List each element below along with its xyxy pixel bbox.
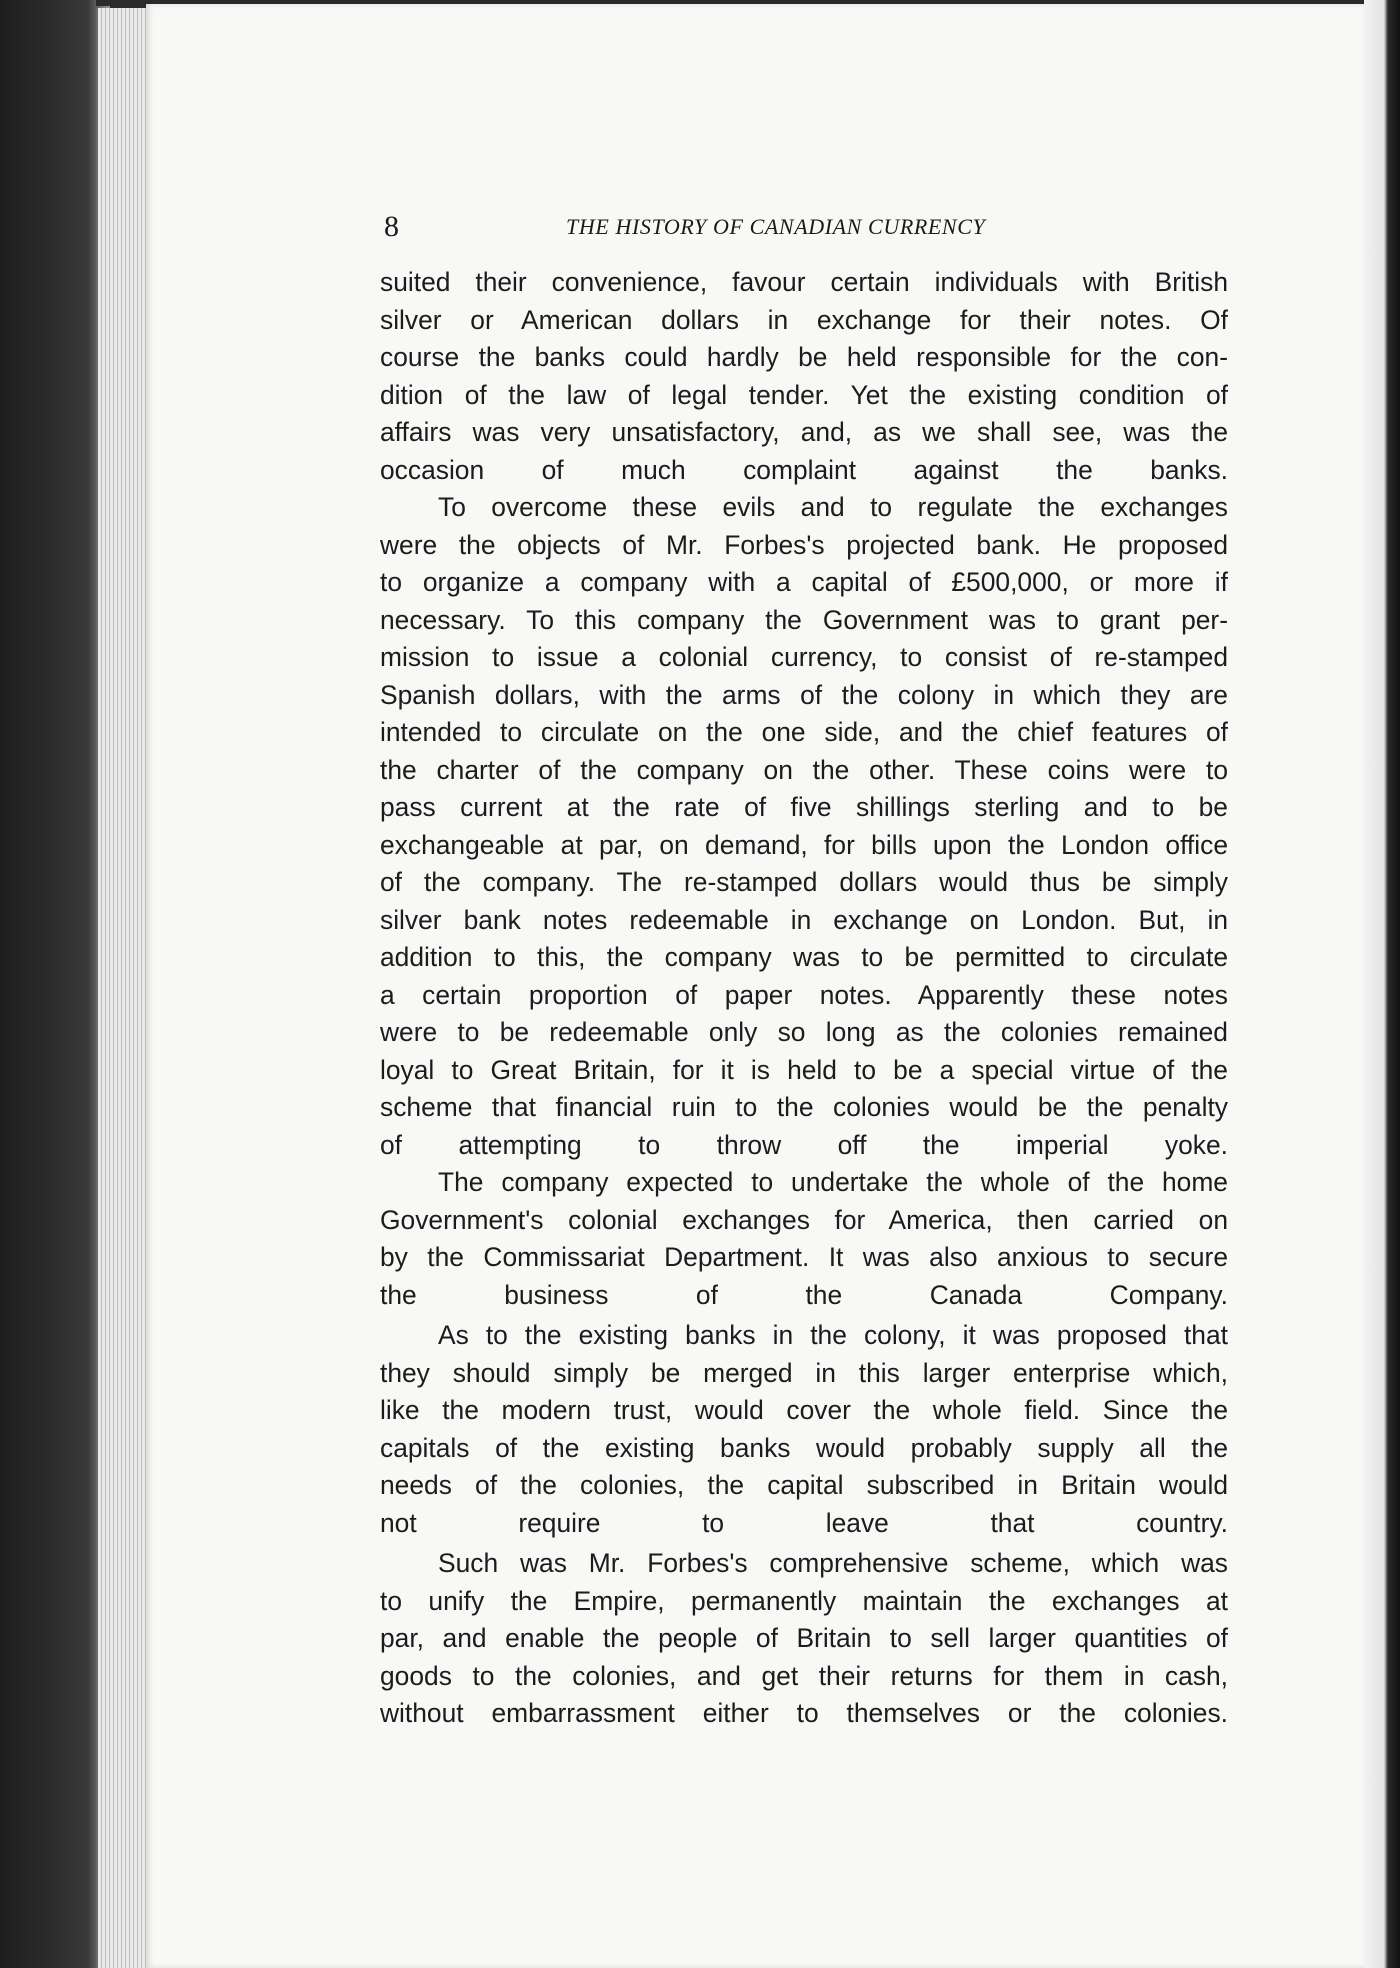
paragraph bbox=[380, 264, 1228, 489]
text-line: Spanish dollars, with the arms of the colony in which they are bbox=[380, 679, 1228, 710]
text-line: occasion of much complaint against the banks. bbox=[380, 454, 1228, 485]
text-line: of attempting to throw off the imperial yoke. bbox=[380, 1129, 1228, 1160]
paragraph bbox=[380, 1164, 1228, 1314]
text-line: necessary. To this company the Government was to grant per- bbox=[380, 604, 1228, 635]
text-line: scheme that financial ruin to the colonies would be the penalty bbox=[380, 1092, 1228, 1122]
text-line: needs of the colonies, the capital subscribed in Britain would bbox=[380, 1470, 1228, 1500]
text-line: by the Commissariat Department. It was also anxious to secure bbox=[380, 1242, 1228, 1272]
scan-background-right bbox=[1364, 0, 1400, 1968]
text-line: dition of the law of legal tender. Yet the existing condition of bbox=[380, 379, 1228, 410]
text-line: par, and enable the people of Britain to sell larger quantities of bbox=[380, 1623, 1228, 1653]
text-line: mission to issue a colonial currency, to consist of re-stamped bbox=[380, 642, 1228, 672]
body-text bbox=[380, 264, 1228, 1733]
text-line: the charter of the company on the other. These coins were to bbox=[380, 754, 1228, 785]
text-line: like the modern trust, would cover the whole field. Since the bbox=[380, 1395, 1228, 1425]
text-line: affairs was very unsatisfactory, and, as we shall see, was the bbox=[380, 417, 1228, 447]
text-line: pass current at the rate of five shillings sterling and to be bbox=[380, 792, 1228, 822]
running-title: THE HISTORY OF CANADIAN CURRENCY bbox=[566, 214, 986, 239]
text-line: a certain proportion of paper notes. Apparently these notes bbox=[380, 979, 1228, 1010]
text-line: they should simply be merged in this larger enterprise which, bbox=[380, 1357, 1228, 1388]
running-head bbox=[384, 210, 1226, 250]
text-line: to organize a company with a capital of £500,000, or more if bbox=[380, 567, 1228, 597]
text-line: the business of the Canada Company. bbox=[380, 1279, 1228, 1310]
text-line: of the company. The re-stamped dollars would thus be simply bbox=[380, 867, 1228, 897]
text-line: suited their convenience, favour certain individuals with British bbox=[380, 267, 1228, 297]
book-page-edges bbox=[96, 8, 148, 1968]
text-line: addition to this, the company was to be permitted to circulate bbox=[380, 942, 1228, 972]
text-line: without embarrassment either to themselves or the colonies. bbox=[380, 1698, 1228, 1728]
paragraph bbox=[380, 1317, 1228, 1542]
scan-background-left bbox=[0, 0, 110, 1968]
text-line: exchangeable at par, on demand, for bills upon the London office bbox=[380, 829, 1228, 860]
text-line: loyal to Great Britain, for it is held to be a special virtue of the bbox=[380, 1054, 1228, 1085]
text-line: were the objects of Mr. Forbes's projected bank. He proposed bbox=[380, 529, 1228, 560]
text-line: Such was Mr. Forbes's comprehensive scheme, which was bbox=[438, 1548, 1228, 1578]
text-line: capitals of the existing banks would probably supply all the bbox=[380, 1432, 1228, 1463]
text-line: intended to circulate on the one side, and the chief features of bbox=[380, 717, 1228, 747]
text-line: To overcome these evils and to regulate the exchanges bbox=[438, 492, 1228, 522]
page-number: 8 bbox=[384, 210, 399, 243]
text-line: goods to the colonies, and get their returns for them in cash, bbox=[380, 1660, 1228, 1691]
text-line: As to the existing banks in the colony, it was proposed that bbox=[438, 1320, 1228, 1350]
text-line: silver or American dollars in exchange for their notes. Of bbox=[380, 304, 1228, 335]
text-line: not require to leave that country. bbox=[380, 1507, 1228, 1538]
text-line: The company expected to undertake the whole of the home bbox=[438, 1167, 1228, 1197]
text-line: course the banks could hardly be held responsible for the con- bbox=[380, 342, 1228, 372]
paragraph bbox=[380, 489, 1228, 1164]
text-line: to unify the Empire, permanently maintain the exchanges at bbox=[380, 1585, 1228, 1616]
text-line: silver bank notes redeemable in exchange on London. But, in bbox=[380, 904, 1228, 935]
text-line: were to be redeemable only so long as the colonies remained bbox=[380, 1017, 1228, 1047]
paragraph bbox=[380, 1545, 1228, 1733]
text-line: Government's colonial exchanges for America, then carried on bbox=[380, 1204, 1228, 1235]
